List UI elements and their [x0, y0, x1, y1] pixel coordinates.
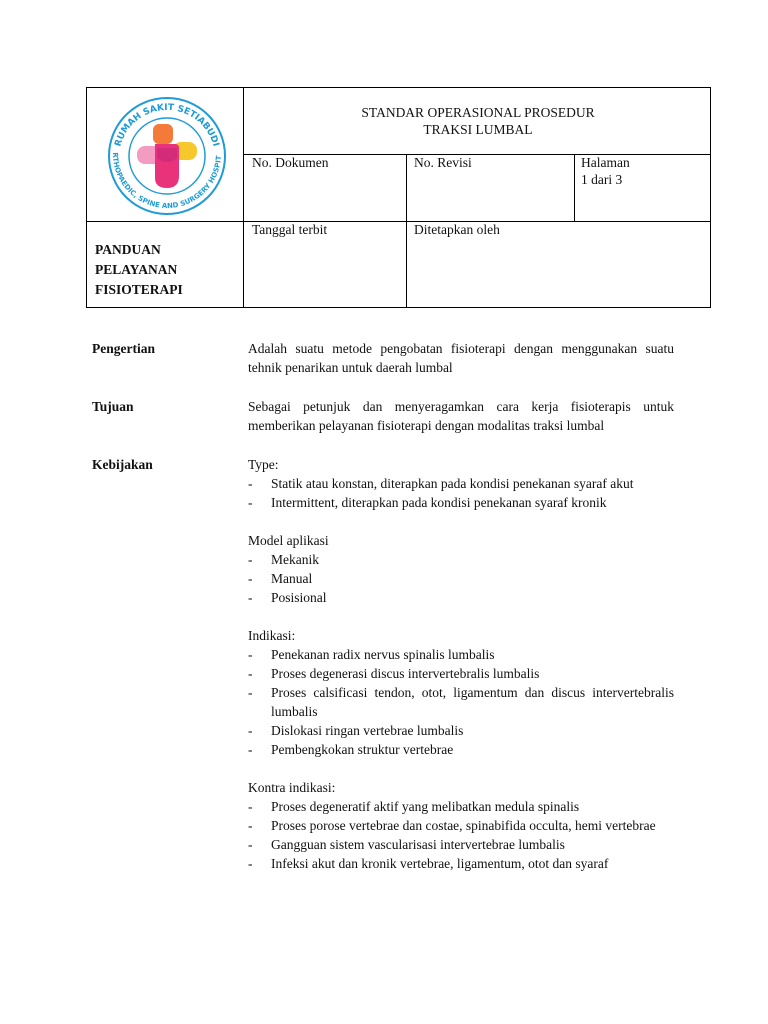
- dash-bullet: -: [248, 495, 253, 510]
- revision-label: No. Revisi: [414, 155, 472, 170]
- list-item-text: Penekanan radix nervus spinalis lumbalis: [271, 647, 495, 662]
- dash-bullet: -: [248, 552, 253, 567]
- guide-title-line: PELAYANAN: [95, 262, 178, 277]
- dash-bullet: -: [248, 856, 253, 871]
- list-item: [248, 645, 674, 664]
- list-item: [248, 664, 674, 683]
- dash-bullet: -: [248, 647, 253, 662]
- dash-bullet: -: [248, 666, 253, 681]
- group-heading: Indikasi:: [248, 628, 296, 643]
- page-label: Halaman: [581, 155, 630, 170]
- dash-bullet: -: [248, 590, 253, 605]
- tujuan-text: Sebagai petunjuk dan menyeragamkan cara kerja fisioterapis untuk memberikan pelayanan fisioterapi dengan modalitas traksi lumbal: [248, 399, 674, 433]
- policy-group-indications: [248, 626, 674, 759]
- policy-group-model: [248, 531, 674, 607]
- list-item-text: Dislokasi ringan vertebrae lumbalis: [271, 723, 464, 738]
- list-item: [248, 797, 674, 816]
- guide-title-line: PANDUAN: [95, 242, 161, 257]
- table-divider: [574, 154, 575, 221]
- dash-bullet: -: [248, 799, 253, 814]
- section-label: Pengertian: [92, 341, 155, 356]
- title-line-1: STANDAR OPERASIONAL PROSEDUR: [361, 105, 595, 120]
- list-item-text: Gangguan sistem vascularisasi intervertebrae lumbalis: [271, 837, 565, 852]
- list-item-text: Infeksi akut dan kronik vertebrae, ligamentum, otot dan syaraf: [271, 856, 609, 871]
- list-item: [248, 493, 674, 512]
- approved-by-label: Ditetapkan oleh: [414, 222, 500, 237]
- guide-title: [95, 240, 183, 300]
- issue-date-label: Tanggal terbit: [252, 222, 328, 237]
- dash-bullet: -: [248, 476, 253, 491]
- dash-bullet: -: [248, 723, 253, 738]
- title-line-2: TRAKSI LUMBAL: [423, 122, 533, 137]
- header-table: [86, 87, 711, 308]
- list-item: [248, 835, 674, 854]
- list-item: [248, 569, 674, 588]
- pengertian-text: Adalah suatu metode pengobatan fisioterapi dengan menggunakan suatu tehnik penarikan untuk daerah lumbal: [248, 341, 674, 375]
- guide-title-line: FISIOTERAPI: [95, 282, 183, 297]
- dash-bullet: -: [248, 571, 253, 586]
- list-item-text: Proses degeneratif aktif yang melibatkan medula spinalis: [271, 799, 580, 814]
- list-item-text: Pembengkokan struktur vertebrae: [271, 742, 454, 757]
- list-item-text: Intermittent, diterapkan pada kondisi penekanan syaraf kronik: [271, 495, 607, 510]
- section-label: Tujuan: [92, 399, 134, 414]
- list-item: [248, 854, 674, 873]
- document-title: [245, 104, 711, 138]
- dash-bullet: -: [248, 685, 253, 700]
- list-item-text: Manual: [271, 571, 313, 586]
- table-divider: [87, 221, 710, 222]
- group-heading: Type:: [248, 457, 279, 472]
- table-divider: [406, 154, 407, 307]
- group-heading: Kontra indikasi:: [248, 780, 336, 795]
- list-item: [248, 588, 674, 607]
- list-item: [248, 550, 674, 569]
- list-item: [248, 816, 674, 835]
- list-item: [248, 474, 674, 493]
- list-item: [248, 683, 674, 721]
- list-item: [248, 721, 674, 740]
- logo-ring-text-top: RUMAH SAKIT SETIABUDI: [113, 102, 221, 148]
- dash-bullet: -: [248, 742, 253, 757]
- list-item-text: Proses porose vertebrae dan costae, spinabifida occulta, hemi vertebrae: [271, 818, 656, 833]
- list-item-text: Proses degenerasi discus intervertebralis lumbalis: [271, 666, 540, 681]
- dash-bullet: -: [248, 837, 253, 852]
- section-text: [248, 339, 674, 377]
- table-divider: [243, 88, 244, 307]
- dash-bullet: -: [248, 818, 253, 833]
- list-item-text: Posisional: [271, 590, 327, 605]
- page-value: 1 dari 3: [581, 172, 623, 187]
- policy-group-type: [248, 455, 674, 512]
- doc-number-label: No. Dokumen: [252, 155, 329, 170]
- list-item-text: Mekanik: [271, 552, 319, 567]
- kebijakan-content: [248, 455, 674, 892]
- group-heading: Model aplikasi: [248, 533, 329, 548]
- section-text: [248, 397, 674, 435]
- policy-group-contraindications: [248, 778, 674, 873]
- list-item-text: Statik atau konstan, diterapkan pada kondisi penekanan syaraf akut: [271, 476, 634, 491]
- list-item-text: Proses calsificasi tendon, otot, ligamentum dan discus intervertebralis lumbalis: [271, 685, 674, 719]
- logo-ring-text-bottom: RTHOPAEDIC, SPINE AND SURGERY HOSPIT: [110, 152, 223, 211]
- section-label: Kebijakan: [92, 457, 153, 472]
- hospital-logo: [97, 96, 237, 218]
- list-item: [248, 740, 674, 759]
